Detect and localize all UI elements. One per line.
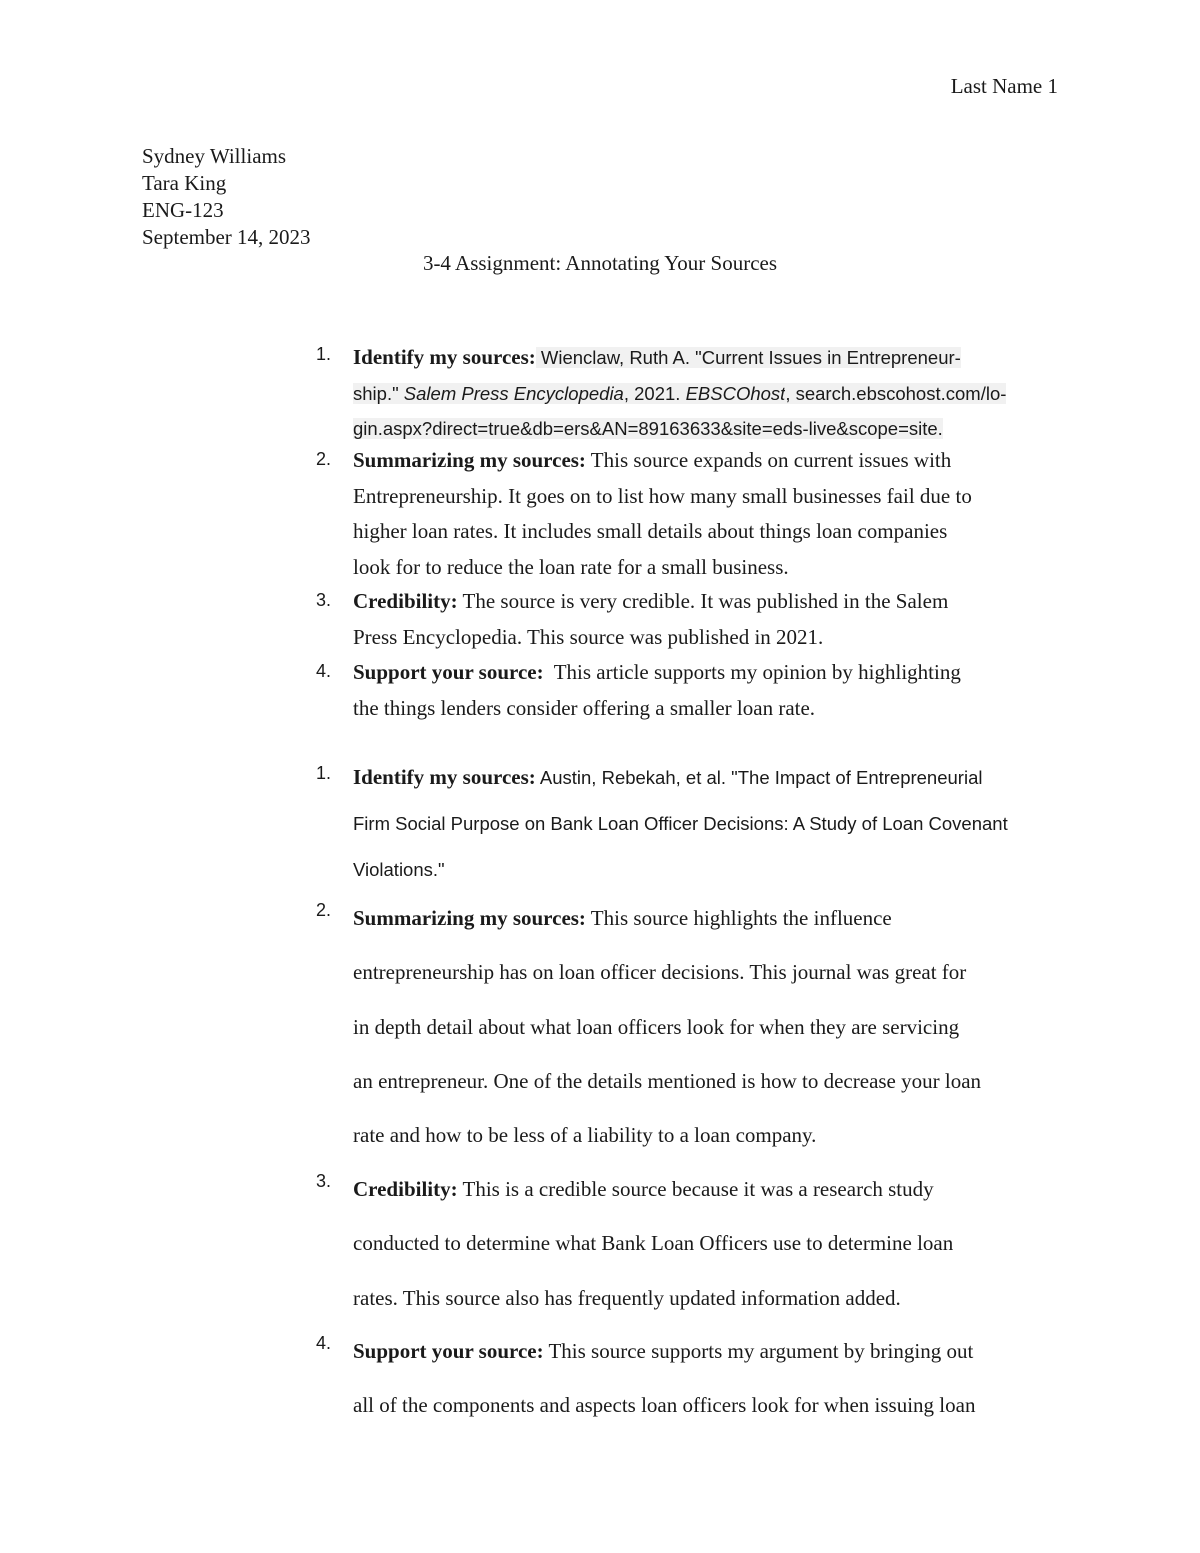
item-label: Identify my sources: — [353, 345, 536, 369]
citation-text: Austin, Rebekah, et al. "The Impact of Entrepreneurial — [535, 767, 983, 788]
item-label: Credibility: — [353, 1177, 458, 1201]
list-number: 3. — [316, 590, 332, 610]
course-code: ENG-123 — [142, 198, 224, 222]
item-label: Identify my sources: — [353, 765, 536, 789]
instructor-name: Tara King — [142, 171, 227, 195]
list-number: 4. — [316, 1333, 332, 1353]
student-name: Sydney Williams — [142, 144, 287, 168]
item-label: Support your source: — [353, 660, 544, 684]
citation-database: EBSCOhost — [685, 382, 786, 404]
list-number: 2. — [316, 900, 332, 920]
running-head: Last Name 1 — [950, 74, 1058, 98]
item-label: Summarizing my sources: — [353, 906, 586, 930]
citation-container-title: Salem Press Encyclopedia — [403, 382, 624, 404]
citation-url: gin.aspx?direct=true&db=ers&AN=89163633&site=eds-live&scope=site. — [353, 418, 943, 439]
item-label: Summarizing my sources: — [353, 448, 586, 472]
item-label: Credibility: — [353, 589, 458, 613]
mla-heading — [142, 143, 311, 251]
list-number: 4. — [316, 661, 332, 681]
list-number: 3. — [316, 1171, 332, 1191]
document-page: Last Name 1 Sydney Williams Tara King ENG-123 September 14, 2023 3-4 Assignment: Annotating Your Sources 1. Identify my sources: Wienclaw, Ruth A. "Current Issues in Entrepreneur- ship." Salem Press Encyclopedia, 2021. EBSCOhost, search.ebscohost.com/lo- gin.aspx?direct=true&db=ers&AN=89163633&site=eds-live&scope=site. 2. Summarizing my sources: This source expands on current issues with Entrepreneurship. It goes on to list how many small businesses fail due to higher loan rates. It includes small details about things loan companies look for to reduce the loan rate for a small business. 3. Credibility: The source is very credible. It was published in the Salem Press Encyclopedia. This source was published in 2021. 4. Support your source: This article supports my opinion by highlighting the things lenders consider offering a smaller loan rate. 1. Identify my sources: Austin, Rebekah, et al. "The Impact of Entrepreneurial Firm Social Purpose on Bank Loan Officer Decisions: A Study of Loan Covenant Violations." 2. Summarizing my sources: This source highlights the influence entrepreneurship has on loan officer decisions. This journal was great for in depth detail about what loan officers look for when they are servicing an entrepreneur. One of the details mentioned is how to decrease your loan rate and how to be less of a liability to a loan company. 3. Credibility: This is a credible source because it was a research study conducted to determine what Bank Loan Officers use to determine loan rates. This source also has frequently updated information added. 4. Support your source: This source supports my argument by bringing out all of the components and aspects loan officers look for when issuing loan — [0, 0, 1200, 1553]
list-number: 1. — [316, 344, 332, 364]
list-number: 1. — [316, 763, 332, 783]
citation-text: Wienclaw, Ruth A. "Current Issues in Entrepreneur- — [535, 347, 961, 368]
list-number: 2. — [316, 449, 332, 469]
date: September 14, 2023 — [142, 225, 311, 249]
page-title: 3-4 Assignment: Annotating Your Sources — [422, 251, 778, 275]
item-label: Support your source: — [353, 1339, 544, 1363]
